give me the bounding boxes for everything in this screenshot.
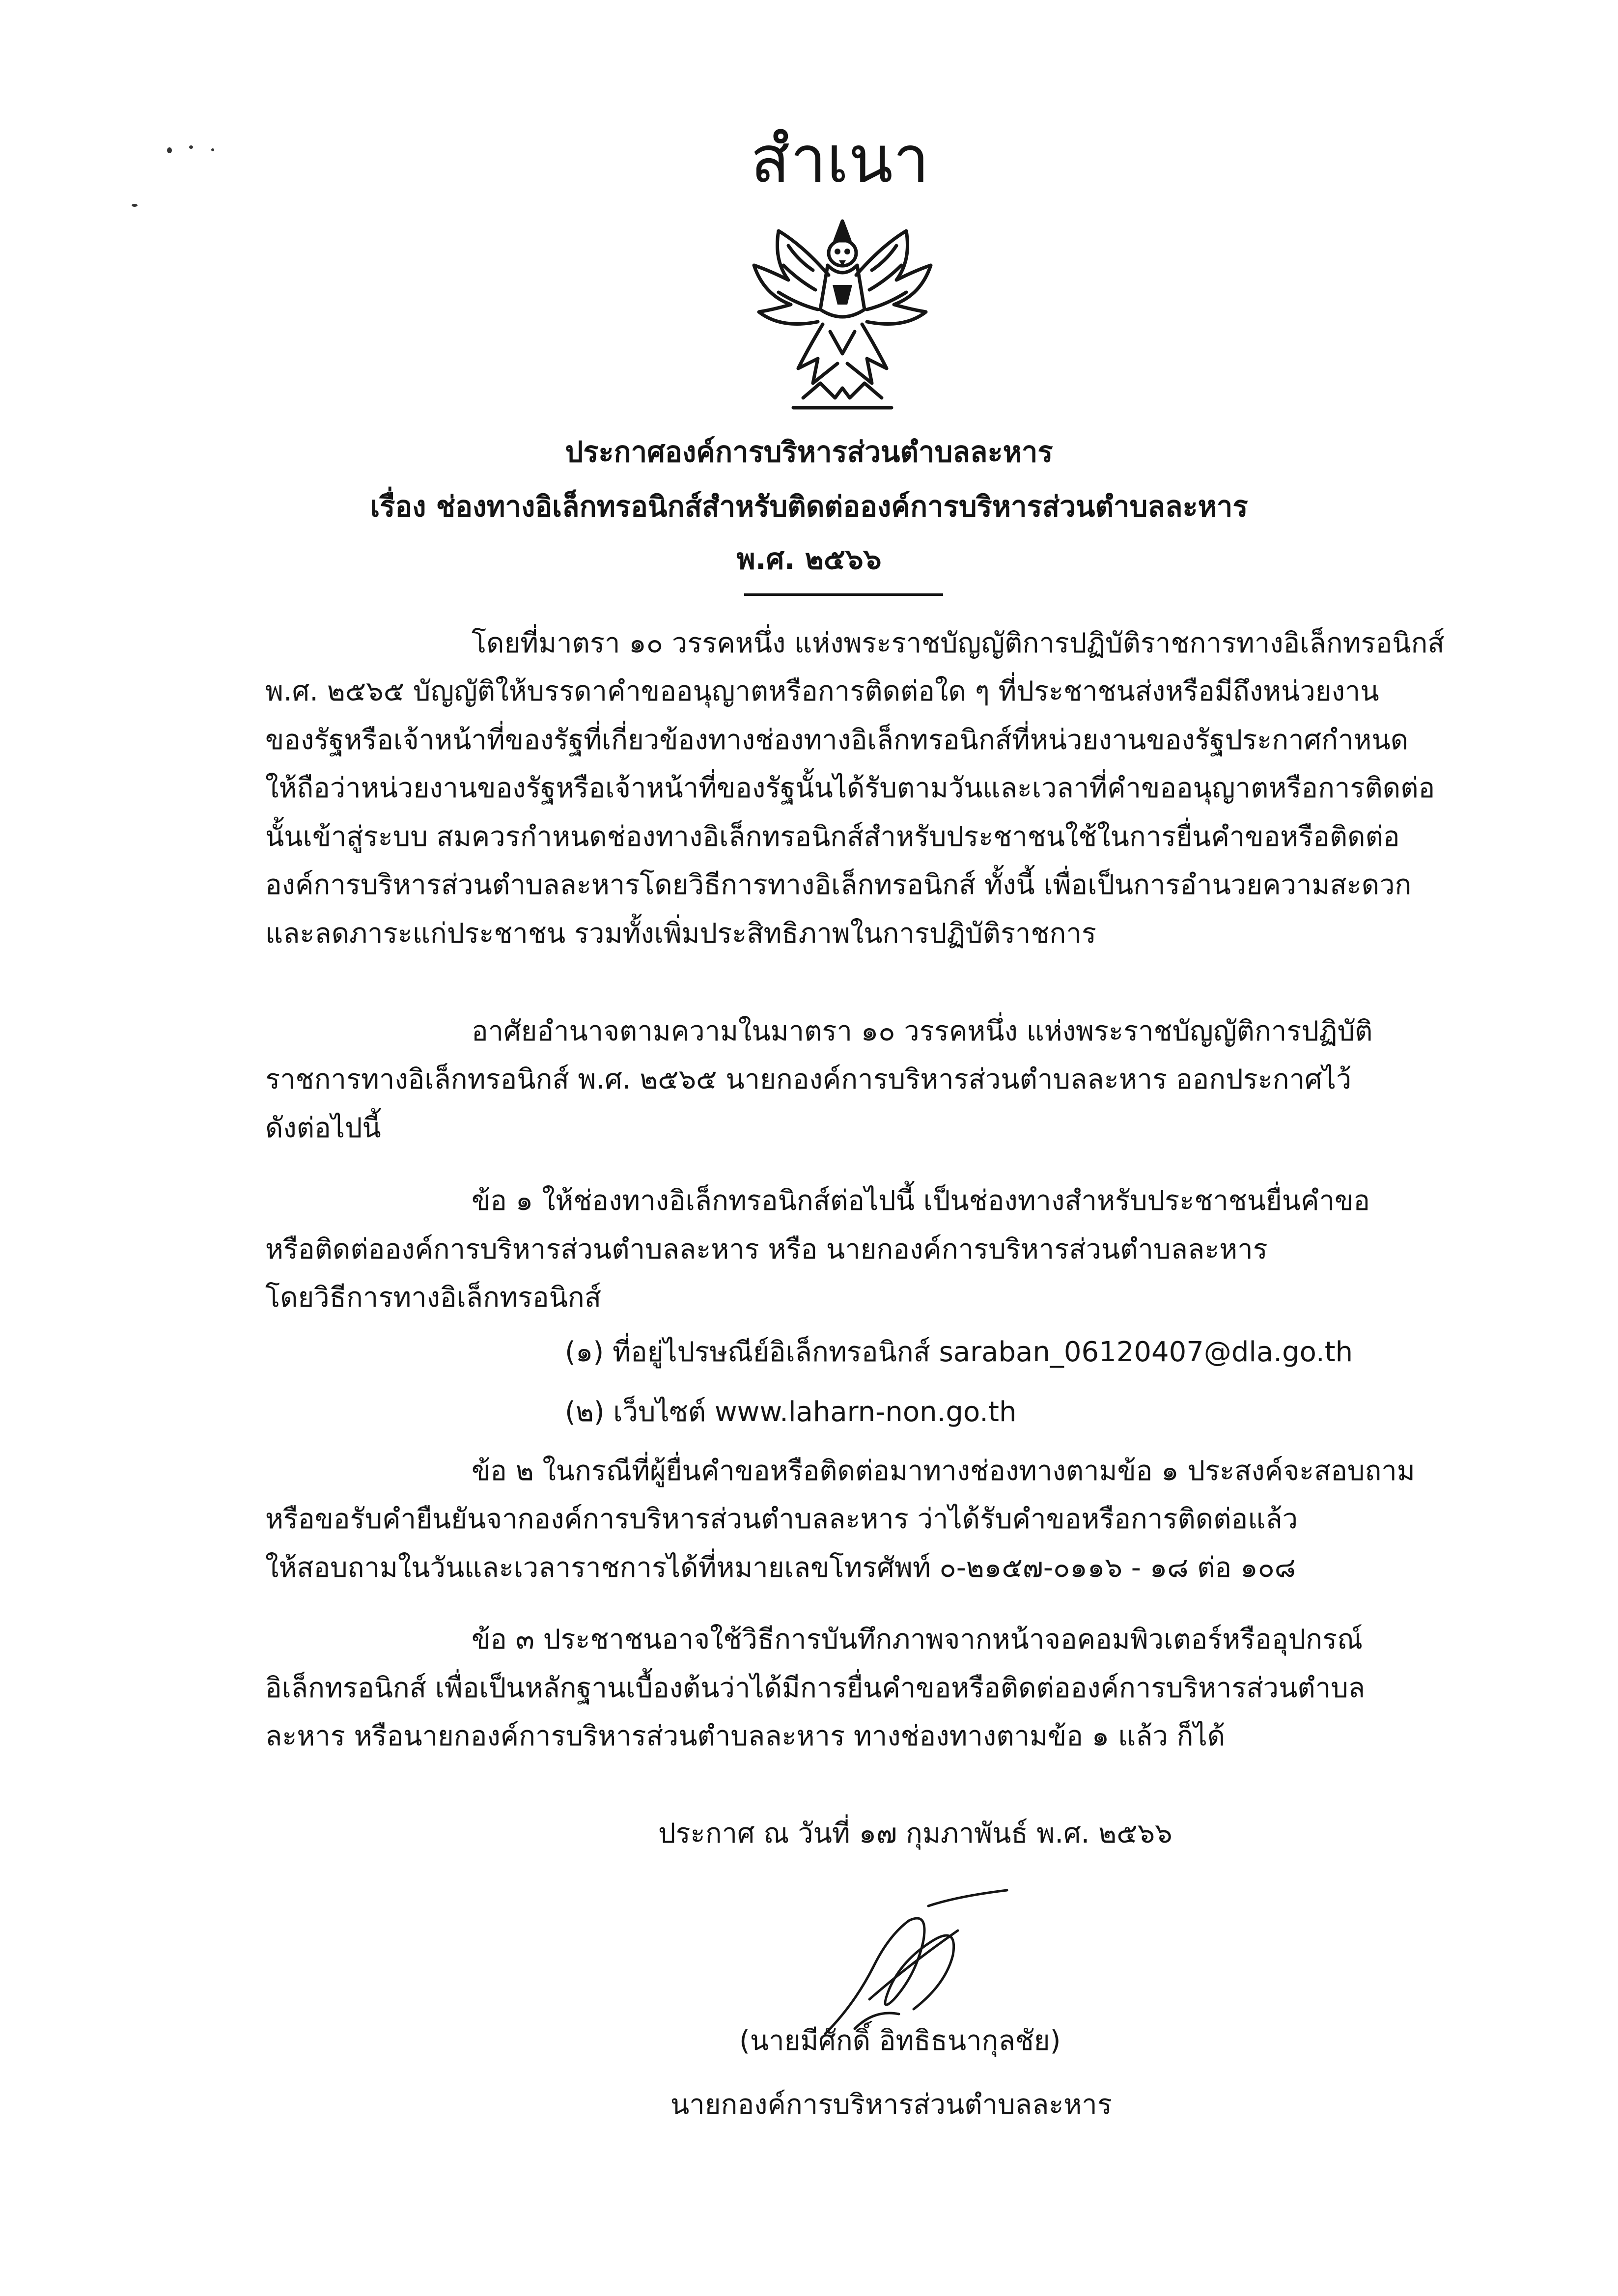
garuda-emblem-icon: [744, 211, 941, 418]
paragraph-2-line: ราชการทางอิเล็กทรอนิกส์ พ.ศ. ๒๕๖๕ นายกองค์การบริหารส่วนตำบลละหาร ออกประกาศไว้: [265, 1064, 1352, 1095]
scan-speck: [132, 204, 138, 207]
scan-speck: [167, 147, 172, 153]
clause-1-line: โดยวิธีการทางอิเล็กทรอนิกส์: [265, 1282, 602, 1314]
paragraph-1-line: องค์การบริหารส่วนตำบลละหารโดยวิธีการทางอิเล็กทรอนิกส์ ทั้งนี้ เพื่อเป็นการอำนวยความสะดวก: [265, 869, 1412, 901]
clause-3-line: ข้อ ๓ ประชาชนอาจใช้วิธีการบันทึกภาพจากหน้าจอคอมพิวเตอร์หรืออุปกรณ์: [472, 1624, 1363, 1655]
scan-speck: [189, 145, 193, 149]
announcement-date: ประกาศ ณ วันที่ ๑๗ กุมภาพันธ์ พ.ศ. ๒๕๖๖: [658, 1818, 1172, 1849]
paragraph-1-line: และลดภาระแก่ประชาชน รวมทั้งเพิ่มประสิทธิภาพในการปฏิบัติราชการ: [265, 918, 1096, 950]
clause-3-line: อิเล็กทรอนิกส์ เพื่อเป็นหลักฐานเบื้องต้นว่าได้มีการยื่นคำขอหรือติดต่อองค์การบริหารส่วนตำบล: [265, 1672, 1366, 1704]
paragraph-1-line: ให้ถือว่าหน่วยงานของรัฐหรือเจ้าหน้าที่ของรัฐนั้นได้รับตามวันและเวลาที่คำขออนุญาตหรือการติดต่อ: [265, 772, 1435, 804]
paragraph-1-line: โดยที่มาตรา ๑๐ วรรคหนึ่ง แห่งพระราชบัญญัติการปฏิบัติราชการทางอิเล็กทรอนิกส์: [472, 627, 1445, 659]
clause-1-line: หรือติดต่อองค์การบริหารส่วนตำบลละหาร หรือ นายกองค์การบริหารส่วนตำบลละหาร: [265, 1233, 1268, 1265]
clause-2-line: ให้สอบถามในวันและเวลาราชการได้ที่หมายเลขโทรศัพท์ ๐-๒๑๕๗-๐๑๑๖ - ๑๘ ต่อ ๑๐๘: [265, 1552, 1296, 1584]
clause-2-line: หรือขอรับคำยืนยันจากองค์การบริหารส่วนตำบลละหาร ว่าได้รับคำขอหรือการติดต่อแล้ว: [265, 1503, 1298, 1535]
announcement-subject: เรื่อง ช่องทางอิเล็กทรอนิกส์สำหรับติดต่อองค์การบริหารส่วนตำบลละหาร: [370, 490, 1248, 523]
paragraph-1-line: ของรัฐหรือเจ้าหน้าที่ของรัฐที่เกี่ยวข้องทางช่องทางอิเล็กทรอนิกส์ที่หน่วยงานของรัฐประกาศกำหนด: [265, 724, 1409, 756]
channel-email: (๑) ที่อยู่ไปรษณีย์อิเล็กทรอนิกส์ saraban_06120407@dla.go.th: [565, 1336, 1353, 1368]
scan-speck: [211, 148, 214, 151]
signatory-name: (นายมีศักดิ์ อิทธิธนากุลชัย): [739, 2025, 1061, 2057]
announcement-year: พ.ศ. ๒๕๖๖: [736, 542, 882, 576]
paragraph-1-line: นั้นเข้าสู่ระบบ สมควรกำหนดช่องทางอิเล็กทรอนิกส์สำหรับประชาชนใช้ในการยื่นคำขอหรือติดต่อ: [265, 821, 1400, 853]
header-divider: [744, 593, 943, 596]
signatory-title: นายกองค์การบริหารส่วนตำบลละหาร: [670, 2089, 1112, 2121]
paragraph-1-line: พ.ศ. ๒๕๖๕ บัญญัติให้บรรดาคำขออนุญาตหรือการติดต่อใด ๆ ที่ประชาชนส่งหรือมีถึงหน่วยงาน: [265, 675, 1379, 707]
paragraph-2-line: อาศัยอำนาจตามความในมาตรา ๑๐ วรรคหนึ่ง แห่งพระราชบัญญัติการปฏิบัติ: [472, 1015, 1373, 1047]
channel-website: (๒) เว็บไซต์ www.laharn-non.go.th: [565, 1396, 1017, 1428]
clause-2-line: ข้อ ๒ ในกรณีที่ผู้ยื่นคำขอหรือติดต่อมาทางช่องทางตามข้อ ๑ ประสงค์จะสอบถาม: [472, 1455, 1415, 1487]
announcement-org: ประกาศองค์การบริหารส่วนตำบลละหาร: [565, 435, 1053, 469]
copy-stamp: สำเนา: [750, 122, 930, 197]
clause-3-line: ละหาร หรือนายกองค์การบริหารส่วนตำบลละหาร ทางช่องทางตามข้อ ๑ แล้ว ก็ได้: [265, 1720, 1226, 1752]
clause-1-line: ข้อ ๑ ให้ช่องทางอิเล็กทรอนิกส์ต่อไปนี้ เป็นช่องทางสำหรับประชาชนยื่นคำขอ: [472, 1185, 1370, 1217]
paragraph-2-line: ดังต่อไปนี้: [265, 1112, 381, 1144]
